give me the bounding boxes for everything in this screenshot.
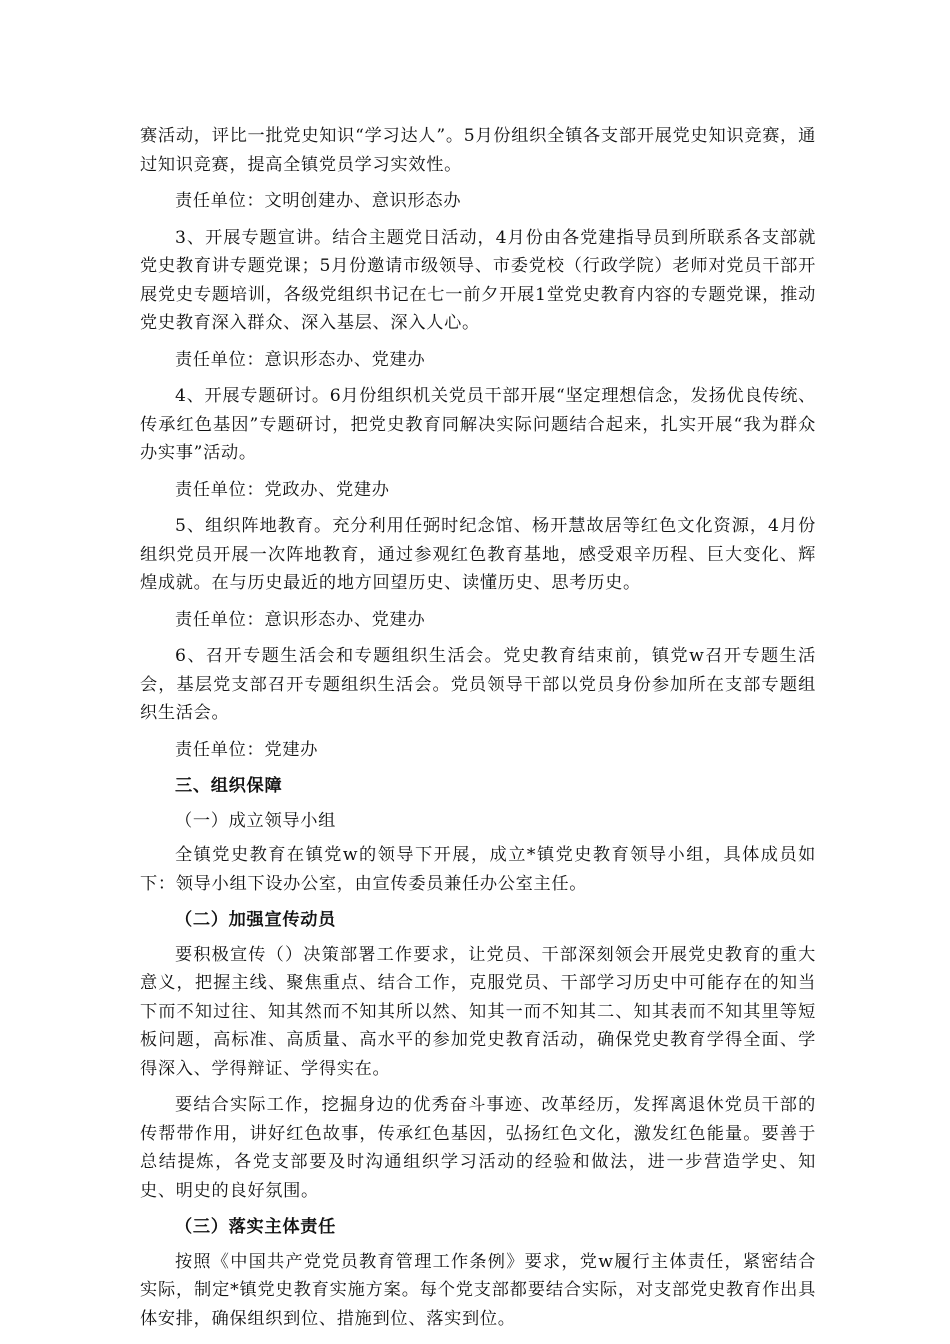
paragraph-special-seminar: 4、开展专题研讨。6月份组织机关党员干部开展“坚定理想信念，发扬优良传统、传承红色基因”专题研讨，把党史教育同解决实际问题结合起来，扎实开展“我为群众办实事”活动。 bbox=[140, 386, 816, 463]
responsible-unit-5: 责任单位：党建办 bbox=[175, 739, 319, 760]
paragraph-publicity-2: 要结合实际工作，挖掘身边的优秀奋斗事迹、改革经历，发挥离退休党员干部的传帮带作用，讲好红色故事，传承红色基因，弘扬红色文化，激发红色能量。要善于总结提炼，各党支部要及时沟通组织学习活动的经验和做法，进一步营造学史、知史、明史的良好氛围。 bbox=[140, 1095, 816, 1201]
responsible-unit-1: 责任单位：文明创建办、意识形态办 bbox=[175, 191, 462, 211]
responsible-unit-4: 责任单位：意识形态办、党建办 bbox=[175, 609, 426, 630]
paragraph-publicity-1: 要积极宣传（）决策部署工作要求，让党员、干部深刻领会开展党史教育的重大意义，把握主线、聚焦重点、结合工作，克服党员、干部学习历史中可能存在的知当下而不知过往、知其然而不知其所以然、知其一而不知其二、知其表而不知其里等短板问题，高标准、高质量、高水平的参加党史教育活动，确保党史教育学得全面、学得深入、学得辩证、学得实在。 bbox=[140, 944, 816, 1079]
paragraph-knowledge-contest: 赛活动，评比一批党史知识“学习达人”。5月份组织全镇各支部开展党史知识竞赛，通过知识竞赛，提高全镇党员学习实效性。 bbox=[140, 126, 816, 175]
responsible-unit-3: 责任单位：党政办、党建办 bbox=[175, 479, 390, 500]
paragraph-special-lecture: 3、开展专题宣讲。结合主题党日活动，4月份由各党建指导员到所联系各支部就党史教育讲专题党课；5月份邀请市级领导、市委党校（行政学院）老师对党员干部开展党史专题培训，各级党组织书记在七一前夕开展1堂党史教育内容的专题党课，推动党史教育深入群众、深入基层、深入人心。 bbox=[140, 227, 816, 333]
paragraph-responsibility: 按照《中国共产党党员教育管理工作条例》要求，党w履行主体责任，紧密结合实际，制定*镇党史教育实施方案。每个党支部都要结合实际，对支部党史教育作出具体安排，确保组织到位、措施到位、落实到位。 bbox=[140, 1251, 816, 1329]
section-heading-organization: 三、组织保障 bbox=[175, 776, 283, 796]
document-page bbox=[140, 122, 816, 1333]
paragraph-site-education: 5、组织阵地教育。充分利用任弼时纪念馆、杨开慧故居等红色文化资源，4月份组织党员开展一次阵地教育，通过参观红色教育基地，感受艰辛历程、巨大变化、辉煌成就。在与历史最近的地方回望历史、读懂历史、思考历史。 bbox=[140, 516, 816, 593]
subheading-leadership-group: （一）成立领导小组 bbox=[175, 810, 336, 831]
paragraph-leadership-group: 全镇党史教育在镇党w的领导下开展，成立*镇党史教育领导小组，具体成员如下：领导小组下设办公室，由宣传委员兼任办公室主任。 bbox=[140, 845, 816, 894]
responsible-unit-2: 责任单位：意识形态办、党建办 bbox=[175, 349, 426, 370]
subheading-responsibility: （三）落实主体责任 bbox=[175, 1217, 336, 1237]
subheading-publicity: （二）加强宣传动员 bbox=[175, 910, 336, 930]
paragraph-life-meeting: 6、召开专题生活会和专题组织生活会。党史教育结束前，镇党w召开专题生活会，基层党支部召开专题组织生活会。党员领导干部以党员身份参加所在支部专题组织生活会。 bbox=[140, 646, 816, 723]
